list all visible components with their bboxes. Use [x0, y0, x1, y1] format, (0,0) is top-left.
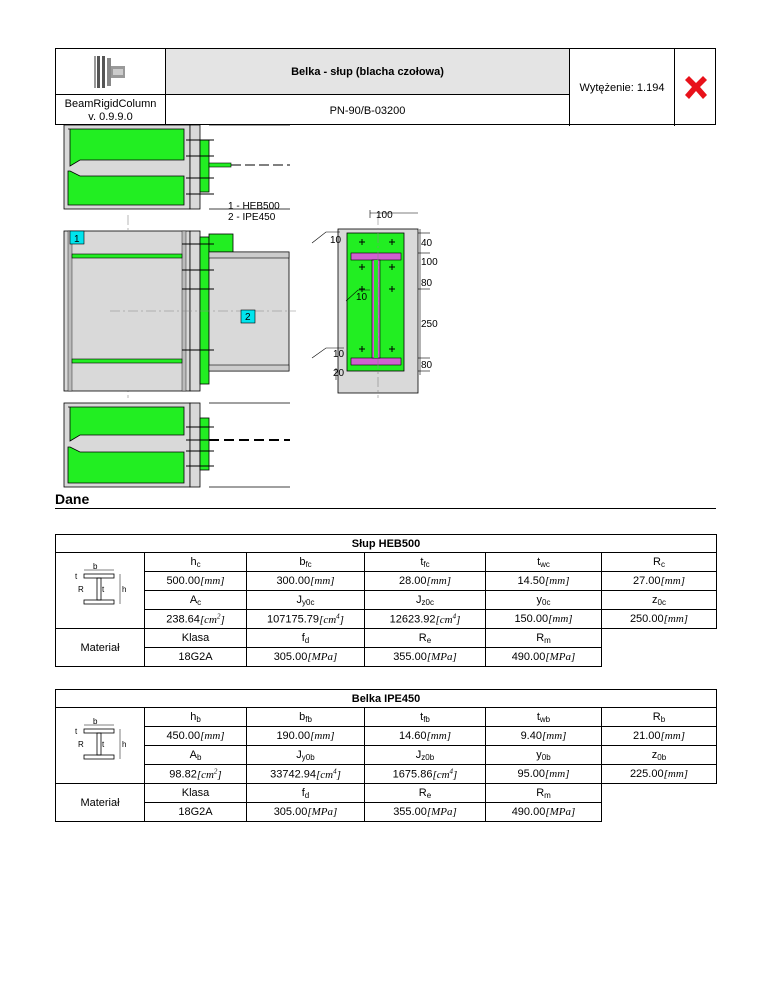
section-divider [55, 508, 716, 509]
beam-r-value: 21.00[mm] [602, 727, 717, 746]
col-r-value: 27.00[mm] [602, 572, 717, 591]
elevation-view [64, 215, 296, 398]
column-caption: Słup HEB500 [56, 535, 717, 553]
legend-2: 2 - IPE450 [228, 212, 276, 223]
beam-tf-label: $t_{fb}$ [365, 708, 486, 727]
beam-z-label: $z_{0b}$ [602, 746, 717, 765]
beam-tf-value: 14.60[mm] [365, 727, 486, 746]
beam-r-label: $R_b$ [602, 708, 717, 727]
col-tw-value: 14.50[mm] [486, 572, 602, 591]
beam-z-value: 225.00[mm] [602, 765, 717, 784]
report-title: Belka - słup (blacha czołowa) [166, 49, 570, 95]
beam-re-label: $R_e$ [365, 784, 486, 803]
col-bf-label: $b_{fc}$ [247, 553, 365, 572]
beam-jy-value: $33742.94[cm^4]$ [247, 765, 365, 784]
column-table [55, 534, 717, 667]
col-tf-value: 28.00[mm] [365, 572, 486, 591]
beam-class-value: 18G2A [145, 803, 247, 822]
col-jy-value: $107175.79[cm^4]$ [247, 610, 365, 629]
col-a-label: $A_c$ [145, 591, 247, 610]
beam-rm-label: $R_m$ [486, 784, 602, 803]
beam-h-label: $h_b$ [145, 708, 247, 727]
col-re-value: 355.00[MPa] [365, 648, 486, 667]
col-rm-value: 490.00[MPa] [486, 648, 602, 667]
col-class-label: Klasa [145, 629, 247, 648]
beam-class-label: Klasa [145, 784, 247, 803]
beam-a-label: $A_b$ [145, 746, 247, 765]
dim-20: 20 [333, 368, 345, 379]
col-tf-label: $t_{fc}$ [365, 553, 486, 572]
bottom-view [64, 403, 290, 487]
beam-empty-cell [602, 784, 717, 822]
section-title: Dane [55, 491, 90, 507]
beam-jy-label: $J_{y0b}$ [247, 746, 365, 765]
i-section-icon [70, 714, 130, 774]
col-jz-label: $J_{z0c}$ [365, 591, 486, 610]
icon-bf: b [93, 562, 98, 571]
col-re-label: $R_e$ [365, 629, 486, 648]
col-fd-value: 305.00[MPa] [247, 648, 365, 667]
beam-material-label: Materiał [56, 784, 145, 822]
col-y-label: $y_{0c}$ [486, 591, 602, 610]
tag-column: 1 [74, 234, 80, 245]
dim-top: 100 [376, 210, 393, 221]
beam-tw-value: 9.40[mm] [486, 727, 602, 746]
design-norm: PN-90/B-03200 [166, 95, 570, 126]
beam-section-icon [56, 708, 145, 784]
icon-h: h [122, 740, 127, 749]
beam-y-value: 95.00[mm] [486, 765, 602, 784]
legend-1: 1 - HEB500 [228, 201, 280, 212]
icon-h: h [122, 585, 127, 594]
icon-tf: t [75, 572, 78, 581]
col-z-value: 250.00[mm] [602, 610, 717, 629]
col-h-label: $h_c$ [145, 553, 247, 572]
dim-40: 40 [421, 238, 433, 249]
utilization-ratio: Wytężenie: 1.194 [579, 81, 665, 94]
beam-rm-value: 490.00[MPa] [486, 803, 602, 822]
dim-100: 100 [421, 257, 438, 268]
weld-10c: 10 [333, 349, 345, 360]
column-section-icon [56, 553, 145, 629]
beam-re-value: 355.00[MPa] [365, 803, 486, 822]
dim-250: 250 [421, 319, 438, 330]
col-empty-cell [602, 629, 717, 667]
beam-y-label: $y_{0b}$ [486, 746, 602, 765]
i-section-icon [70, 559, 130, 619]
icon-r: R [78, 740, 84, 749]
icon-tw: t [102, 585, 105, 594]
icon-tw: t [102, 740, 105, 749]
col-r-label: $R_c$ [602, 553, 717, 572]
tag-beam: 2 [245, 312, 251, 323]
col-tw-label: $t_{wc}$ [486, 553, 602, 572]
col-rm-label: $R_m$ [486, 629, 602, 648]
app-name: BeamRigidColumn [64, 97, 157, 110]
beam-table [55, 689, 717, 822]
beam-tw-label: $t_{wb}$ [486, 708, 602, 727]
beam-h-value: 450.00[mm] [145, 727, 247, 746]
col-z-label: $z_{0c}$ [602, 591, 717, 610]
dim-80b: 80 [421, 360, 433, 371]
weld-10a: 10 [330, 235, 342, 246]
connection-drawing [0, 0, 768, 490]
col-bf-value: 300.00[mm] [247, 572, 365, 591]
icon-tf: t [75, 727, 78, 736]
col-fd-label: $f_d$ [247, 629, 365, 648]
weld-10b: 10 [356, 292, 368, 303]
app-version: v. 0.9.9.0 [88, 110, 133, 123]
beam-a-value: $98.82[cm^2]$ [145, 765, 247, 784]
top-view [64, 125, 290, 209]
beam-bf-label: $b_{fb}$ [247, 708, 365, 727]
beam-fd-label: $f_d$ [247, 784, 365, 803]
dim-80a: 80 [421, 278, 433, 289]
col-jz-value: $12623.92[cm^4]$ [365, 610, 486, 629]
beam-fd-value: 305.00[MPa] [247, 803, 365, 822]
icon-bf: b [93, 717, 98, 726]
icon-r: R [78, 585, 84, 594]
beam-jz-value: $1675.86[cm^4]$ [365, 765, 486, 784]
col-jy-label: $J_{y0c}$ [247, 591, 365, 610]
beam-bf-value: 190.00[mm] [247, 727, 365, 746]
col-class-value: 18G2A [145, 648, 247, 667]
col-material-label: Materiał [56, 629, 145, 667]
beam-jz-label: $J_{z0b}$ [365, 746, 486, 765]
beam-caption: Belka IPE450 [56, 690, 717, 708]
col-a-value: $238.64[cm^2]$ [145, 610, 247, 629]
col-h-value: 500.00[mm] [145, 572, 247, 591]
col-y-value: 150.00[mm] [486, 610, 602, 629]
